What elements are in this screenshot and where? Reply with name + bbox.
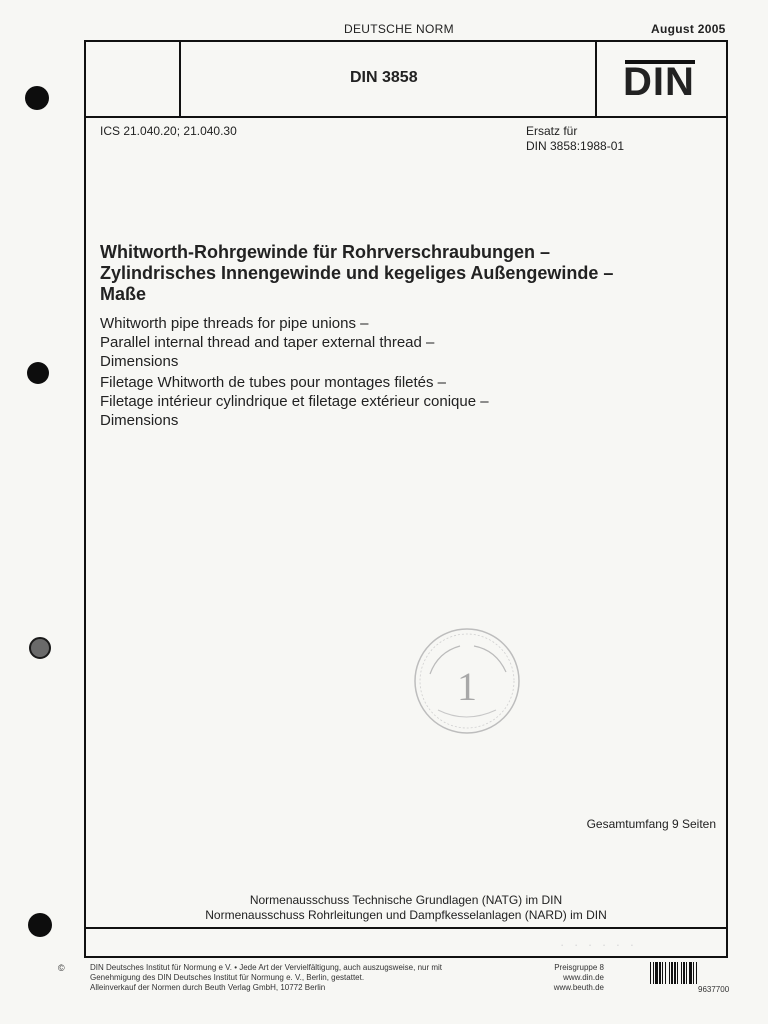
committee-line: Normenausschuss Technische Grundlagen (NATG) im DIN: [249, 893, 563, 907]
title-line: Filetage intérieur cylindrique et filetage extérieur conique –: [100, 393, 489, 410]
stamp-number: 1: [457, 664, 477, 709]
punch-hole: [29, 637, 51, 659]
library-stamp: [408, 622, 526, 740]
header-divider: [179, 42, 181, 118]
punch-hole: [27, 362, 49, 384]
title-french: [100, 373, 489, 430]
website-beuth: www.beuth.de: [553, 983, 604, 992]
header-rule: [86, 116, 726, 118]
title-line: Whitworth-Rohrgewinde für Rohrverschraubungen –: [100, 242, 551, 262]
website-din: www.din.de: [563, 973, 604, 982]
title-english: [100, 314, 434, 371]
din-number: DIN 3858: [350, 69, 418, 86]
punch-hole: [25, 86, 49, 110]
price-group: Preisgruppe 8: [554, 963, 604, 972]
norm-type: DEUTSCHE NORM: [344, 22, 454, 36]
title-line: Dimensions: [100, 412, 179, 429]
title-line: Dimensions: [100, 353, 179, 370]
price-info: [548, 963, 604, 993]
punch-hole: [28, 913, 52, 937]
title-line: Zylindrisches Innengewinde und kegeliges Außengewinde –: [100, 263, 614, 283]
title-line: Parallel internal thread and taper external thread –: [100, 334, 435, 351]
replaces-value: DIN 3858:1988-01: [526, 139, 625, 153]
din-logo: [623, 60, 695, 104]
issue-date: August 2005: [651, 22, 726, 36]
copyright-notice: DIN Deutsches Institut für Normung e V. • Jede Art der Vervielfältigung, auch auszugsweise, nur mit Genehmigung des DIN Deutsches Institut für Normung e. V., Berlin, gestattet. Alleinverkauf der Normen durch Beuth Verlag GmbH, 10772 Berlin: [90, 963, 443, 992]
din-logo-text: DIN: [623, 60, 695, 104]
header-divider: [595, 42, 597, 118]
title-line: Maße: [100, 284, 147, 304]
ics-code: ICS 21.040.20; 21.040.30: [100, 124, 237, 138]
committees: [86, 893, 726, 923]
title-line: Filetage Whitworth de tubes pour montages filetés –: [100, 374, 447, 391]
committee-line: Normenausschuss Rohrleitungen und Dampfkesselanlagen (NARD) im DIN: [205, 908, 607, 922]
footer-rule: [86, 927, 726, 929]
faint-mark: · · · · · ·: [560, 937, 638, 952]
total-pages: Gesamtumfang 9 Seiten: [586, 817, 716, 831]
barcode-number: 9637700: [698, 985, 730, 994]
barcode: [649, 962, 729, 986]
title-line: Whitworth pipe threads for pipe unions –: [100, 315, 369, 332]
copyright-symbol: ©: [58, 963, 65, 973]
replaces-label: Ersatz für: [526, 124, 578, 138]
document-frame: [84, 40, 728, 958]
title-german: [100, 242, 660, 305]
